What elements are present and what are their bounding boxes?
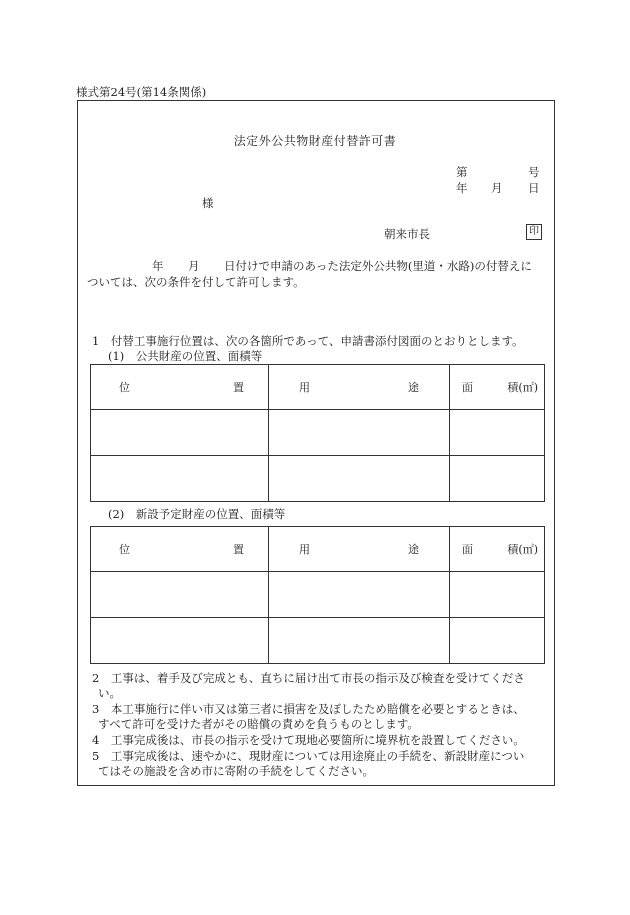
cell-area[interactable]: [450, 410, 545, 456]
date-month: 月: [491, 181, 503, 195]
new-property-table: [90, 526, 545, 664]
header-position: 位 置: [91, 527, 269, 572]
header-area: 面 積(㎡): [450, 527, 545, 572]
header-area: 面 積(㎡): [450, 365, 545, 410]
cell-use[interactable]: [269, 410, 450, 456]
document-title: 法定外公共物財産付替許可書: [233, 134, 397, 148]
condition-5-line2: てはその施設を含め市に寄附の手続をしてください。: [98, 764, 374, 778]
cell-position[interactable]: [91, 618, 269, 664]
cell-position[interactable]: [91, 456, 269, 502]
body-line1-text: 日付けで申請のあった法定外公共物(里道・水路)の付替えに: [224, 259, 532, 273]
table-row: [91, 618, 545, 664]
addressee-sama: 様: [202, 196, 214, 210]
number-suffix: 号: [528, 165, 540, 179]
header-use: 用 途: [269, 527, 450, 572]
body-year: 年: [152, 259, 164, 273]
cell-position[interactable]: [91, 572, 269, 618]
header-use: 用 途: [269, 365, 450, 410]
cell-use[interactable]: [269, 456, 450, 502]
number-prefix: 第: [456, 165, 468, 179]
date-year: 年: [456, 181, 468, 195]
cell-use[interactable]: [269, 618, 450, 664]
condition-4-line1: 4 工事完成後は、市長の指示を受けて現地必要箇所に境界杭を設置してください。: [92, 733, 525, 747]
seal-mark: 印: [526, 224, 542, 240]
issuer-name: 朝来市長: [384, 227, 430, 241]
table-header-row: [91, 365, 545, 410]
header-position: 位 置: [91, 365, 269, 410]
condition-2-line2: い。: [98, 686, 121, 700]
form-number-label: 様式第24号(第14条関係): [76, 85, 207, 99]
cell-area[interactable]: [450, 572, 545, 618]
date-day: 日: [528, 181, 540, 195]
cell-area[interactable]: [450, 618, 545, 664]
table-header-row: [91, 527, 545, 572]
table-row: [91, 456, 545, 502]
public-property-table: [90, 364, 545, 502]
cell-area[interactable]: [450, 456, 545, 502]
condition-1-text: 1 付替工事施行位置は、次の各箇所であって、申請書添付図面のとおりとします。: [92, 334, 524, 348]
cell-use[interactable]: [269, 572, 450, 618]
condition-2-line1: 2 工事は、着手及び完成とも、直ちに届け出て市長の指示及び検査を受けてくださ: [92, 671, 525, 685]
table-row: [91, 572, 545, 618]
section-1-label: (1) 公共財産の位置、面積等: [108, 349, 263, 363]
cell-position[interactable]: [91, 410, 269, 456]
body-month: 月: [188, 259, 200, 273]
condition-3-line1: 3 本工事施行に伴い市又は第三者に損害を及ぼしたため賠償を必要とするときは、: [92, 702, 525, 716]
section-2-label: (2) 新設予定財産の位置、面積等: [108, 507, 286, 521]
condition-3-line2: すべて許可を受けた者がその賠償の責めを負うものとします。: [98, 717, 419, 731]
body-line2-text: ついては、次の条件を付して許可します。: [87, 275, 305, 289]
table-row: [91, 410, 545, 456]
condition-5-line1: 5 工事完成後は、速やかに、現財産については用途廃止の手続を、新設財産につい: [92, 749, 525, 763]
